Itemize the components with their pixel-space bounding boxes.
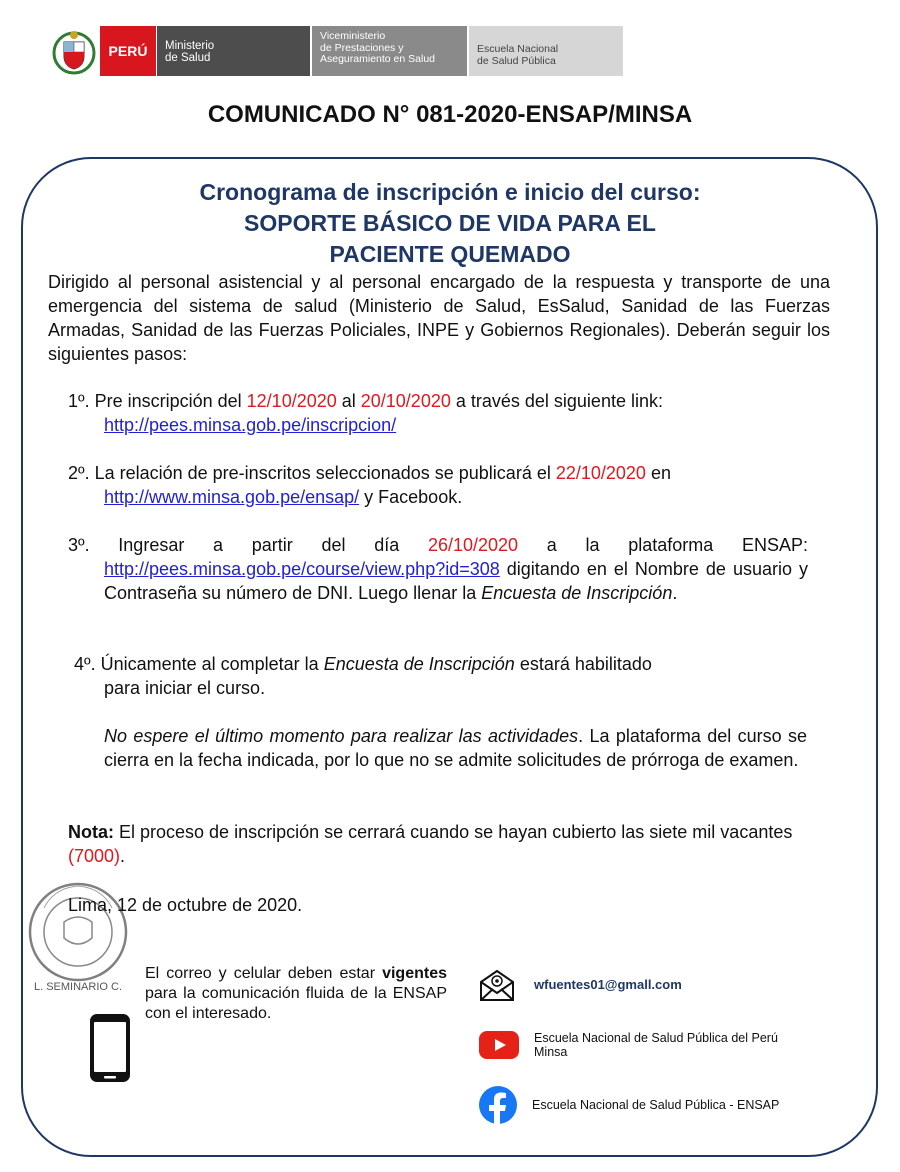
- contact-email: [478, 968, 682, 1002]
- page-title: COMUNICADO N° 081-2020-ENSAP/MINSA: [207, 101, 693, 128]
- date-start-course: 26/10/2020: [427, 535, 519, 555]
- contact-facebook: [478, 1085, 779, 1125]
- svg-text:L. SEMINARIO C.: L. SEMINARIO C.: [33, 981, 123, 993]
- date-publication: 22/10/2020: [555, 463, 646, 483]
- intro-paragraph: Dirigido al personal asistencial y al personal encargado de la respuesta y transporte de una emergencia del sistema de salud (Ministerio de Salud, EsSalud, Sanidad de las Fuerzas Armadas, Sanidad de las Fuerzas Policiales, INPE y Gobiernos Regionales). Deberán seguir los siguientes pasos:: [48, 272, 830, 364]
- facebook-page-name[interactable]: Escuela Nacional de Salud Pública - ENSAP: [532, 1098, 780, 1112]
- step-1: 1º. Pre inscripción del 12/10/2020 al 20/10/2020 a través del siguiente link: http://pees.minsa.gob.pe/inscripcion/: [68, 391, 663, 435]
- ministerio-label: Ministerio de Salud: [156, 26, 310, 76]
- peru-label: PERÚ: [100, 26, 156, 76]
- ensap-link[interactable]: http://www.minsa.gob.pe/ensap/: [104, 487, 360, 507]
- peru-coat-of-arms-icon: [52, 26, 96, 76]
- contact-note: El correo y celular deben estar vigentes para la comunicación fluida de la ENSAP con el interesado.: [145, 965, 447, 1022]
- tip-paragraph: No espere el último momento para realizar las actividades. La plataforma del curso se cierra en la fecha indicada, por lo que no se admite solicitudes de prórroga de examen.: [104, 726, 808, 770]
- youtube-channel-name[interactable]: Escuela Nacional de Salud Pública del Perú Minsa: [534, 1031, 778, 1059]
- nota-paragraph: Nota: El proceso de inscripción se cerrará cuando se hayan cubierto las siete mil vacantes (7000).: [68, 822, 793, 866]
- date-start: 12/10/2020: [246, 391, 337, 411]
- mobile-phone-icon: [88, 1012, 132, 1084]
- viceministerio-label: Viceministerio de Prestaciones y Aseguramiento en Salud: [312, 26, 467, 76]
- step-3: 3º. Ingresar a partir del día 26/10/2020 a la plataforma ENSAP: http://pees.minsa.gob.pe/course/view.php?id=308 digitando en el Nombre de usuario y Contraseña su número de DNI. Luego llenar la Encuesta de Inscripción.: [68, 535, 809, 603]
- course-link[interactable]: http://pees.minsa.gob.pe/course/view.php?id=308: [104, 559, 500, 579]
- date-end: 20/10/2020: [360, 391, 451, 411]
- date-line: Lima, 12 de octubre de 2020.: [68, 895, 303, 915]
- subtitle: Cronograma de inscripción e inicio del curso: SOPORTE BÁSICO DE VIDA PARA EL PACIENTE QUEMADO: [199, 179, 701, 267]
- email-envelope-icon: [478, 968, 516, 1002]
- step-4: 4º. Únicamente al completar la Encuesta de Inscripción estará habilitado para iniciar el curso.: [74, 654, 652, 698]
- inscripcion-link[interactable]: http://pees.minsa.gob.pe/inscripcion/: [104, 415, 397, 435]
- step-2: 2º. La relación de pre-inscritos seleccionados se publicará el 22/10/2020 en http://www.minsa.gob.pe/ensap/ y Facebook.: [68, 463, 671, 507]
- header-logos: [52, 26, 623, 76]
- vacantes-count: (7000): [68, 846, 121, 866]
- facebook-icon[interactable]: [478, 1085, 518, 1125]
- contact-youtube: [478, 1030, 778, 1060]
- youtube-icon[interactable]: [478, 1030, 520, 1060]
- email-address[interactable]: wfuentes01@gmall.com: [534, 977, 682, 992]
- escuela-label: Escuela Nacional de Salud Pública: [469, 26, 623, 76]
